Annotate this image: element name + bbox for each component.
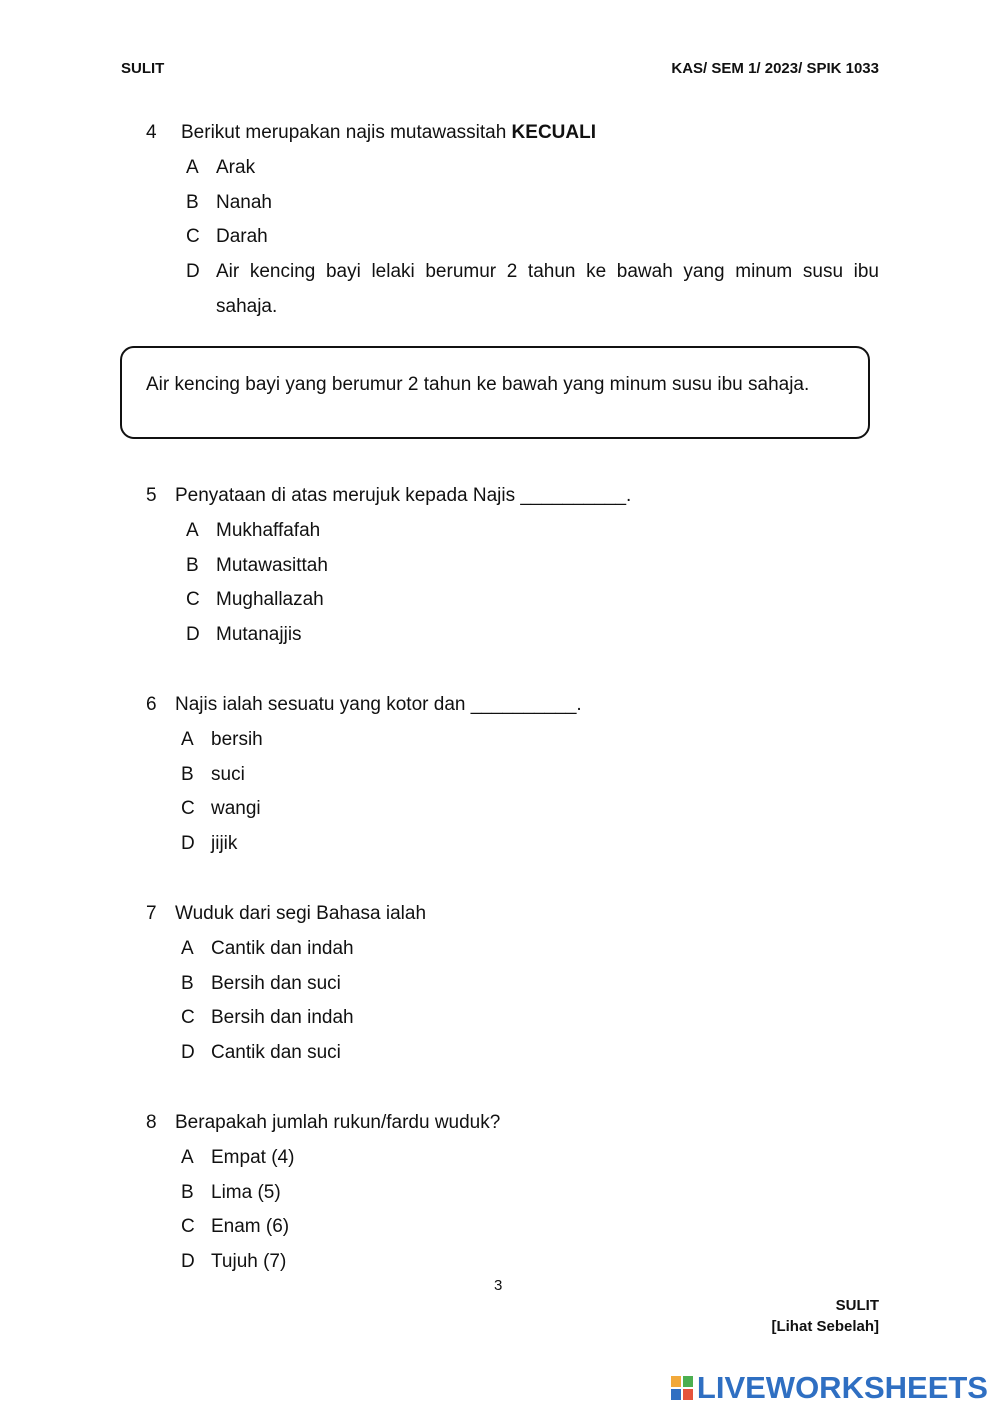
option-text: bersih (211, 729, 263, 750)
option-letter: B (186, 192, 199, 213)
option-text: Empat (4) (211, 1147, 295, 1168)
option-letter: A (181, 729, 194, 750)
footer-lihat-sebelah: [Lihat Sebelah] (771, 1318, 879, 1335)
logo-mark-tile (683, 1389, 693, 1400)
question-stem: Najis ialah sesuatu yang kotor dan __________. (175, 694, 582, 715)
option-letter: B (181, 973, 194, 994)
question-stem: Penyataan di atas merujuk kepada Najis __________. (175, 485, 632, 506)
option-text: Cantik dan indah (211, 938, 354, 959)
question-7 (146, 902, 881, 1063)
option-letter: D (186, 624, 200, 645)
option-text: Air kencing bayi lelaki berumur 2 tahun ke bawah yang minum susu ibu sahaja. (216, 261, 879, 317)
logo-text: LIVEWORKSHEETS (696, 1370, 988, 1405)
option-letter: A (181, 1147, 194, 1168)
option-text: Bersih dan suci (211, 973, 341, 994)
option-text: Nanah (216, 192, 272, 213)
option-letter: B (186, 555, 199, 576)
option-letter: D (181, 1251, 195, 1272)
option-text: Lima (5) (211, 1182, 281, 1203)
option-letter: C (181, 798, 195, 819)
question-stem: Wuduk dari segi Bahasa ialah (175, 903, 427, 924)
option-text: suci (211, 764, 245, 785)
option-letter: C (186, 226, 200, 247)
option-text: Mutanajjis (216, 624, 302, 645)
option-text: Tujuh (7) (211, 1251, 287, 1272)
option-text: Cantik dan suci (211, 1042, 341, 1063)
page-number: 3 (494, 1277, 503, 1294)
option-letter: A (181, 938, 194, 959)
question-6 (146, 693, 881, 854)
question-number: 5 (146, 485, 157, 506)
option-text: Mukhaffafah (216, 520, 321, 541)
question-5 (146, 484, 881, 645)
header-left: SULIT (121, 60, 165, 77)
question-stem-emphasis: KECUALI (511, 122, 596, 143)
question-number: 7 (146, 903, 157, 924)
statement-box (120, 346, 870, 439)
option-letter: D (186, 261, 200, 282)
logo-mark-tile (683, 1376, 693, 1387)
option-text: Arak (216, 157, 256, 178)
option-text: jijik (211, 833, 238, 854)
option-letter: A (186, 157, 199, 178)
option-letter: B (181, 764, 194, 785)
option-letter: D (181, 1042, 195, 1063)
option-text: Mughallazah (216, 589, 324, 610)
option-text: Darah (216, 226, 268, 247)
question-8 (146, 1111, 881, 1272)
liveworksheets-logo (671, 1370, 988, 1406)
question-stem: Berikut merupakan najis mutawassitah (181, 122, 512, 143)
option-letter: C (181, 1007, 195, 1028)
option-letter: A (186, 520, 199, 541)
option-letter: D (181, 833, 195, 854)
footer-sulit: SULIT (835, 1297, 879, 1314)
option-letter: B (181, 1182, 194, 1203)
header-right: KAS/ SEM 1/ 2023/ SPIK 1033 (671, 60, 879, 77)
option-text: Mutawasittah (216, 555, 328, 576)
option-text: Enam (6) (211, 1216, 290, 1237)
question-number: 4 (146, 122, 157, 143)
logo-mark-tile (671, 1389, 681, 1400)
option-letter: C (181, 1216, 195, 1237)
logo-mark-tile (671, 1376, 681, 1387)
question-number: 6 (146, 694, 157, 715)
logo-mark-icon (671, 1376, 693, 1400)
question-4 (146, 121, 881, 317)
question-stem: Berapakah jumlah rukun/fardu wuduk? (175, 1112, 501, 1133)
option-text: Bersih dan indah (211, 1007, 354, 1028)
question-number: 8 (146, 1112, 157, 1133)
option-letter: C (186, 589, 200, 610)
statement-text: Air kencing bayi yang berumur 2 tahun ke bawah yang minum susu ibu sahaja. (146, 374, 810, 395)
option-text: wangi (211, 798, 261, 819)
